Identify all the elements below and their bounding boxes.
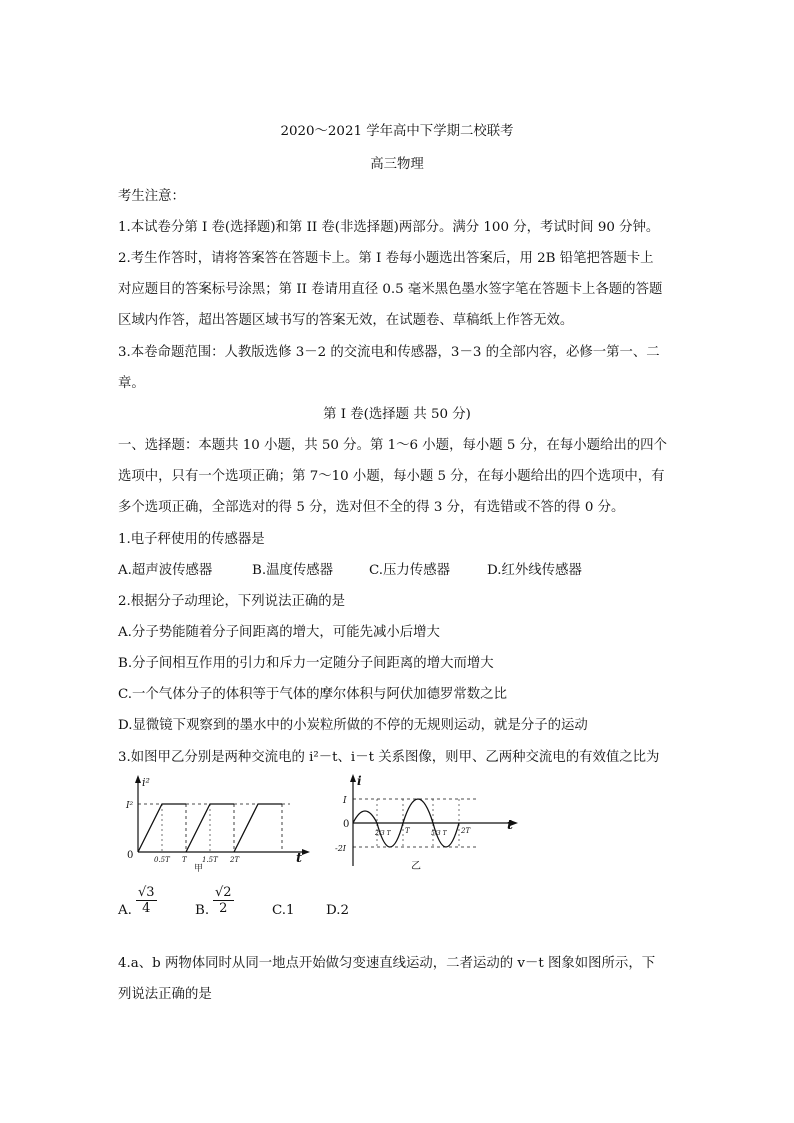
- section-intro-line-2: 选项中，只有一个选项正确；第 7～10 小题，每小题 5 分，在每小题给出的四个选项中，有: [118, 469, 665, 484]
- figure-a-i2-t-graph: [118, 772, 318, 872]
- figure-b-wave-1-pos: [353, 811, 377, 823]
- figure-b-tick-4: 2T: [461, 827, 471, 835]
- notice-item-2-line-2: 对应题目的答案标号涂黑；第 II 卷请用直径 0.5 毫米黑色墨水签字笔在答题卡上各题的答题: [118, 282, 663, 297]
- figure-a-tick-05t: 0.5T: [154, 856, 170, 864]
- question-2-option-d: D.显微镜下观察到的墨水中的小炭粒所做的不停的无规则运动，就是分子的运动: [118, 718, 588, 733]
- figure-b-origin: 0: [343, 819, 350, 830]
- figure-a-tick-t: T: [182, 856, 187, 864]
- figure-b-tick-2: T: [405, 827, 410, 835]
- section-intro-line-1: 一、选择题：本题共 10 小题，共 50 分。第 1～6 小题，每小题 5 分，在每小题给出的四个: [118, 438, 667, 453]
- question-2-option-c: C.一个气体分子的体积等于气体的摩尔体积与阿伏加德罗常数之比: [118, 687, 507, 702]
- question-3-option-a-fraction: [136, 885, 157, 916]
- notice-item-3-line-1: 3.本卷命题范围：人教版选修 3－2 的交流电和传感器，3－3 的全部内容，必修一第一、二: [118, 345, 660, 360]
- figure-a-x-label: t: [296, 851, 303, 866]
- question-3-option-b-denominator: 2: [219, 901, 228, 916]
- figure-b-x-label: t: [507, 818, 514, 833]
- section-title: 第 I 卷(选择题 共 50 分): [323, 407, 471, 422]
- figure-a-origin: 0: [127, 850, 134, 861]
- section-intro-line-3: 多个选项正确，全部选对的得 5 分，选对但不全的得 3 分，有选错或不答的得 0 分。: [118, 500, 625, 515]
- figure-a-wave-3: [234, 804, 282, 852]
- question-1-option-b: B.温度传感器: [252, 563, 334, 578]
- figure-b-i-t-graph: [335, 771, 525, 873]
- question-3-option-b-numerator: √2: [215, 885, 232, 900]
- figure-a-y-label: i²: [142, 776, 150, 789]
- figure-b-wave-2-pos: [403, 799, 433, 823]
- question-3-option-b-fraction: [213, 885, 234, 916]
- figure-b-y-label: i: [357, 774, 362, 788]
- question-3-option-d: D.2: [326, 903, 350, 918]
- figure-b-tick-1: 2/3 T: [375, 830, 391, 837]
- figure-a-t-arrow: [302, 849, 310, 855]
- question-1-option-a: A.超声波传感器: [118, 563, 213, 578]
- notice-item-3-line-2: 章。: [118, 376, 145, 391]
- figure-b-y-top: I: [343, 796, 347, 806]
- question-3-stem: 3.如图甲乙分别是两种交流电的 i²－t、i－t 关系图像，则甲、乙两种交流电的有效值之比为: [118, 750, 660, 765]
- figure-b-pad-2: [377, 811, 403, 823]
- question-3-option-a-denominator: 4: [142, 901, 151, 916]
- question-2-stem: 2.根据分子动理论，下列说法正确的是: [118, 594, 346, 609]
- figure-b-tick-3: 5/3 T: [431, 830, 447, 837]
- figure-b-i-arrow: [350, 774, 356, 782]
- figure-b-y-bottom: -2I: [335, 844, 346, 853]
- subject-title: 高三物理: [370, 157, 424, 172]
- question-2-option-a: A.分子势能随着分子间距离的增大，可能先减小后增大: [118, 625, 440, 640]
- question-4-stem-line-1: 4.a、b 两物体同时从同一地点开始做匀变速直线运动，二者运动的 v－t 图象如图所示，下: [118, 956, 656, 971]
- figure-a-i2-arrow: [135, 775, 141, 783]
- question-3-option-b-label: B.: [195, 903, 210, 918]
- notice-item-1: 1.本试卷分第 I 卷(选择题)和第 II 卷(非选择题)两部分。满分 100 分，考试时间 90 分钟。: [118, 220, 660, 235]
- figure-a-y-tick: I²: [126, 801, 134, 811]
- exam-title: 2020～2021 学年高中下学期二校联考: [280, 124, 514, 139]
- question-1-option-d: D.红外线传感器: [487, 563, 582, 578]
- question-1-stem: 1.电子秤使用的传感器是: [118, 532, 265, 547]
- question-4-stem-line-2: 列说法正确的是: [118, 987, 212, 1002]
- figure-a-tick-15t: 1.5T: [202, 856, 218, 864]
- notice-item-2-line-3: 区域内作答，超出答题区域书写的答案无效，在试题卷、草稿纸上作答无效。: [118, 313, 574, 328]
- notice-heading: 考生注意：: [118, 189, 185, 204]
- question-3-option-c: C.1: [272, 903, 295, 918]
- question-2-option-b: B.分子间相互作用的引力和斥力一定随分子间距离的增大而增大: [118, 656, 494, 671]
- question-3-option-a-label: A.: [118, 903, 132, 918]
- figure-a-caption: 甲: [194, 864, 204, 872]
- question-1-option-c: C.压力传感器: [369, 563, 450, 578]
- figure-a-tick-2t: 2T: [230, 856, 240, 864]
- question-3-option-a-numerator: √3: [138, 885, 155, 900]
- figure-b-caption: 乙: [411, 861, 421, 872]
- notice-item-2-line-1: 2.考生作答时，请将答案答在答题卡上。第 I 卷每小题选出答案后，用 2B 铅笔把答题卡上: [118, 251, 654, 266]
